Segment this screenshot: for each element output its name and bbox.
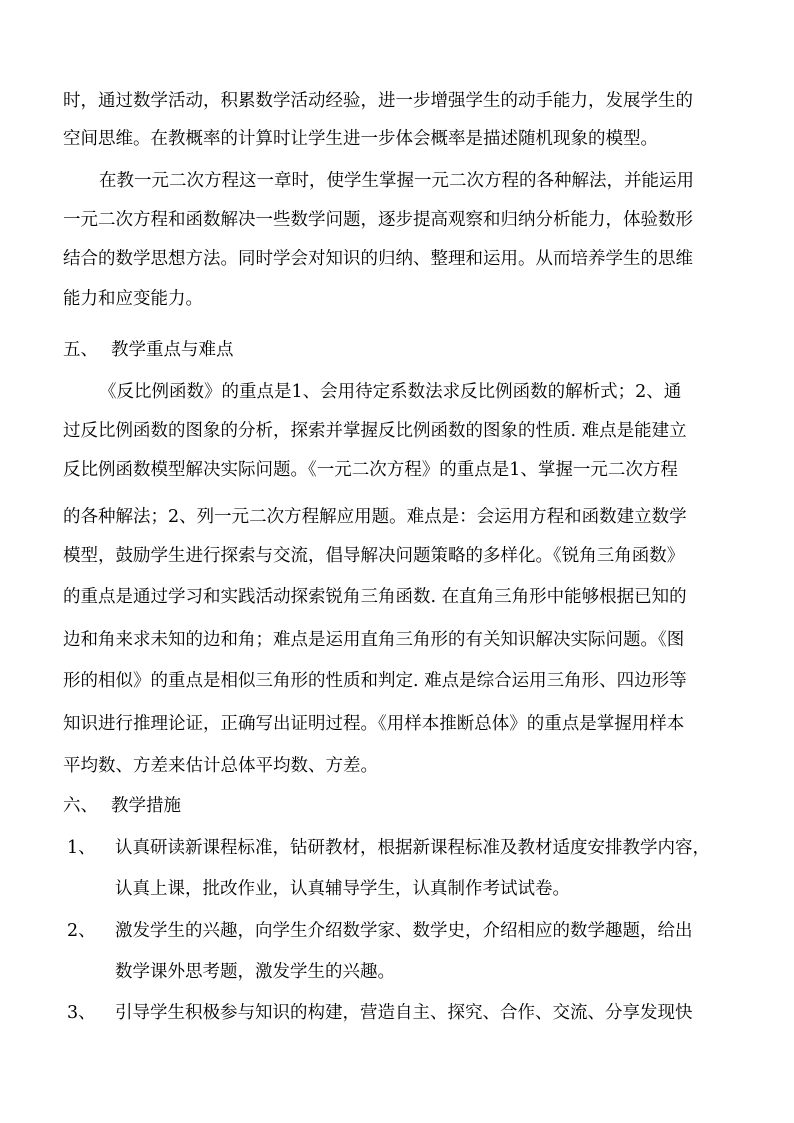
paragraph-line: 在教一元二次方程这一章时，使学生掌握一元二次方程的各种解法，并能运用: [99, 171, 694, 191]
list-item-line: 激发学生的兴趣，向学生介绍数学家、数学史，介绍相应的数学趣题，给出: [115, 921, 693, 941]
paragraph-line: 能力和应变能力。: [63, 289, 203, 309]
paragraph-line: 模型，鼓励学生进行探索与交流，倡导解决问题策略的多样化。《锐角三角函数》: [63, 546, 685, 566]
section-number: 五、: [63, 340, 98, 360]
paragraph-line: 的各种解法；2、列一元二次方程解应用题。难点是：会运用方程和函数建立数学: [63, 507, 687, 527]
paragraph-line: 的重点是通过学习和实践活动探索锐角三角函数. 在直角三角形中能够根据已知的: [63, 587, 687, 607]
paragraph-line: 空间思维。在教概率的计算时让学生进一步体会概率是描述随机现象的模型。: [63, 129, 658, 149]
paragraph-line: 边和角来求未知的边和角；难点是运用直角三角形的有关知识解决实际问题。《图: [63, 630, 685, 650]
section-title: 教学措施: [111, 796, 181, 816]
paragraph-line: 《反比例函数》的重点是1、会用待定系数法求反比例函数的解析式；2、通: [99, 382, 682, 402]
paragraph-line: 时，通过数学活动，积累数学活动经验，进一步增强学生的动手能力，发展学生的: [63, 91, 693, 111]
list-item-line: 引导学生积极参与知识的构建，营造自主、探究、合作、交流、分享发现快: [115, 1003, 693, 1023]
list-item-number: 1、: [67, 838, 96, 858]
paragraph-line: 结合的数学思想方法。同时学会对知识的归纳、整理和运用。从而培养学生的思维: [63, 249, 693, 269]
paragraph-line: 一元二次方程和函数解决一些数学问题，逐步提高观察和归纳分析能力，体验数形: [63, 210, 693, 230]
list-item-line: 数学课外思考题，激发学生的兴趣。: [115, 962, 395, 982]
paragraph-line: 反比例函数模型解决实际问题。《一元二次方程》的重点是1、掌握一元二次方程: [63, 460, 678, 480]
paragraph-line: 知识进行推理论证，正确写出证明过程。《用样本推断总体》的重点是掌握用样本: [63, 714, 685, 734]
list-item-line: 认真上课，批改作业，认真辅导学生，认真制作考试试卷。: [115, 879, 570, 899]
paragraph-line: 平均数、方差来估计总体平均数、方差。: [63, 756, 378, 776]
list-item-line: 认真研读新课程标准，钻研教材，根据新课程标准及教材适度安排教学内容，: [115, 838, 710, 858]
section-number: 六、: [63, 796, 98, 816]
paragraph-line: 过反比例函数的图象的分析，探索并掌握反比例函数的图象的性质. 难点是能建立: [63, 421, 687, 441]
list-item-number: 3、: [67, 1003, 96, 1023]
paragraph-line: 形的相似》的重点是相似三角形的性质和判定. 难点是综合运用三角形、四边形等: [63, 671, 687, 691]
section-title: 教学重点与难点: [111, 340, 234, 360]
list-item-number: 2、: [67, 921, 96, 941]
